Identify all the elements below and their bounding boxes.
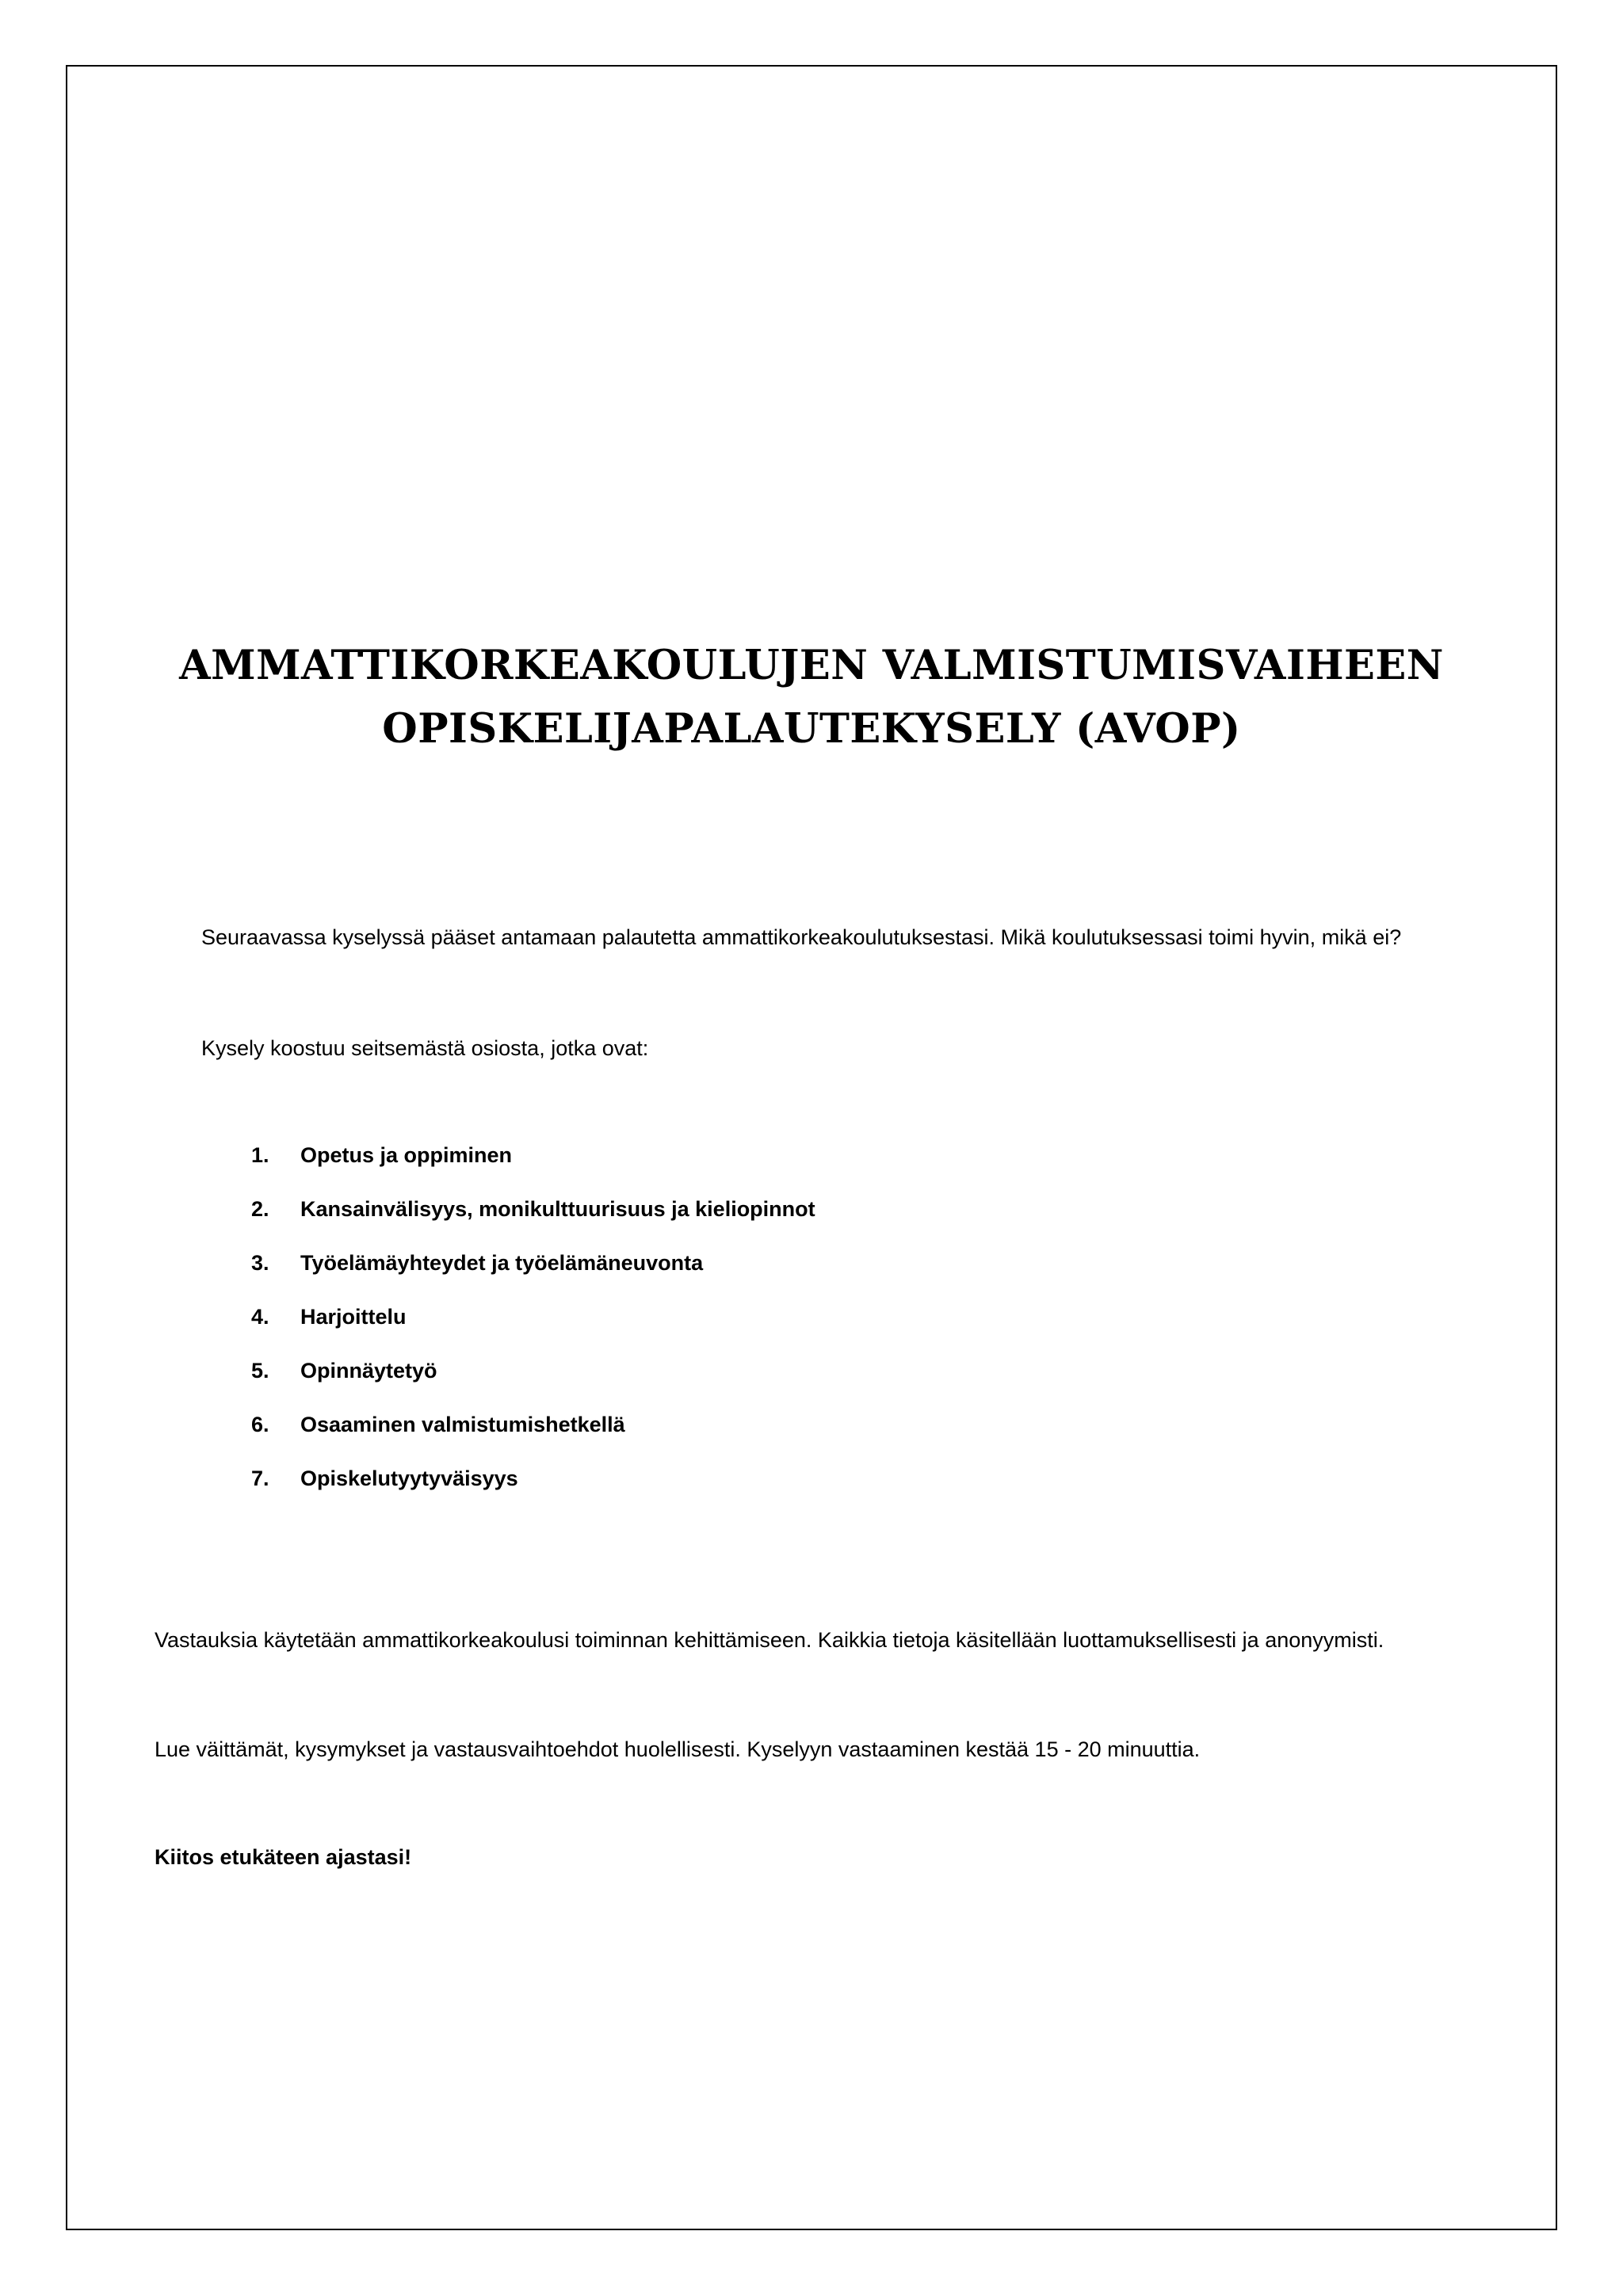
title-line-2: OPISKELIJAPALAUTEKYSELY (AVOP)	[382, 705, 1241, 753]
document-title	[0, 634, 1623, 761]
section-label: Työelämäyhteydet ja työelämäneuvonta	[300, 1251, 704, 1275]
section-label: Osaaminen valmistumishetkellä	[300, 1413, 625, 1436]
section-number: 3.	[251, 1251, 269, 1275]
section-label: Opetus ja oppiminen	[300, 1143, 513, 1167]
section-item	[251, 1303, 815, 1357]
section-item	[251, 1411, 815, 1465]
section-number: 4.	[251, 1305, 269, 1329]
section-item	[251, 1357, 815, 1411]
title-line-1: AMMATTIKORKEAKOULUJEN VALMISTUMISVAIHEEN	[179, 642, 1444, 689]
thanks-text: Kiitos etukäteen ajastasi!	[155, 1845, 412, 1869]
structure-intro-paragraph: Kysely koostuu seitsemästä osiosta, jotka ovat:	[201, 1036, 649, 1060]
section-number: 7.	[251, 1466, 269, 1490]
section-list	[251, 1142, 815, 1519]
instructions-paragraph: Lue väittämät, kysymykset ja vastausvaihtoehdot huolellisesti. Kyselyyn vastaaminen kestää 15 - 20 minuuttia.	[155, 1737, 1201, 1761]
section-number: 6.	[251, 1413, 269, 1436]
intro-paragraph: Seuraavassa kyselyssä pääset antamaan palautetta ammattikorkeakoulutuksestasi. Mikä koulutuksessasi toimi hyvin, mikä ei?	[201, 925, 1402, 949]
section-item	[251, 1142, 815, 1196]
section-label: Kansainvälisyys, monikulttuurisuus ja kieliopinnot	[300, 1197, 815, 1221]
section-number: 2.	[251, 1197, 269, 1221]
section-item	[251, 1249, 815, 1303]
section-item	[251, 1196, 815, 1249]
section-label: Harjoittelu	[300, 1305, 407, 1329]
section-number: 5.	[251, 1359, 269, 1383]
section-number: 1.	[251, 1143, 269, 1167]
usage-paragraph: Vastauksia käytetään ammattikorkeakoulusi toiminnan kehittämiseen. Kaikkia tietoja käsitellään luottamuksellisesti ja anonyymisti.	[155, 1628, 1384, 1652]
section-label: Opinnäytetyö	[300, 1359, 437, 1383]
section-item	[251, 1465, 815, 1519]
section-label: Opiskelutyytyväisyys	[300, 1466, 518, 1490]
